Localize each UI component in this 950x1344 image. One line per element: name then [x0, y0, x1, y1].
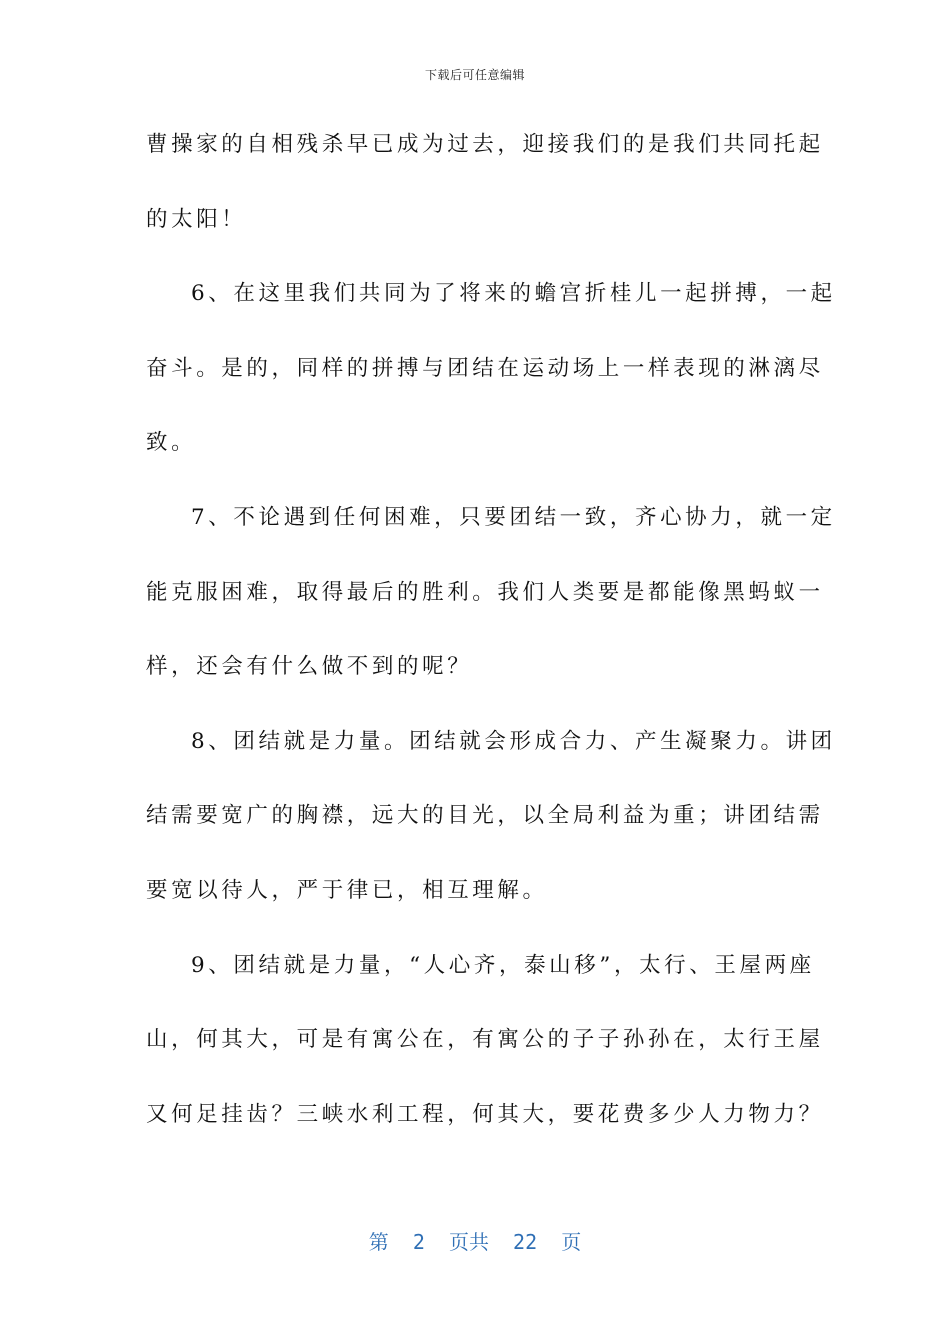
text-line: 7、不论遇到任何困难，只要团结一致，齐心协力，就一定 — [191, 504, 836, 530]
text-line: 山，何其大，可是有寓公在，有寓公的子子孙孙在，太行王屋 — [146, 1027, 824, 1053]
text-line: 9、团结就是力量，“人心齐，泰山移”，太行、王屋两座 — [191, 952, 815, 978]
document-body — [146, 108, 836, 1152]
text-line: 又何足挂齿？三峡水利工程，何其大，要花费多少人力物力？ — [146, 1101, 824, 1127]
text-line: 奋斗。是的，同样的拼搏与团结在运动场上一样表现的淋漓尽 — [146, 355, 824, 381]
text-line: 的太阳！ — [146, 206, 247, 232]
text-line: 能克服困难，取得最后的胜利。我们人类要是都能像黑蚂蚁一 — [146, 579, 824, 605]
text-line: 致。 — [146, 430, 197, 456]
text-line: 6、在这里我们共同为了将来的蟾宫折桂儿一起拼搏，一起 — [191, 281, 836, 307]
text-line: 要宽以待人，严于律已，相互理解。 — [146, 877, 548, 903]
text-line: 结需要宽广的胸襟，远大的目光，以全局利益为重；讲团结需 — [146, 803, 824, 829]
page-number-text: 第 2 页共 22 页 — [368, 1230, 582, 1254]
text-line: 样，还会有什么做不到的呢？ — [146, 654, 473, 680]
page-header-note: 下载后可任意编辑 — [424, 68, 525, 82]
text-line: 曹操家的自相残杀早已成为过去，迎接我们的是我们共同托起 — [146, 132, 824, 157]
text-line: 8、团结就是力量。团结就会形成合力、产生凝聚力。讲团 — [191, 728, 836, 754]
page-number-footer — [0, 1226, 950, 1255]
